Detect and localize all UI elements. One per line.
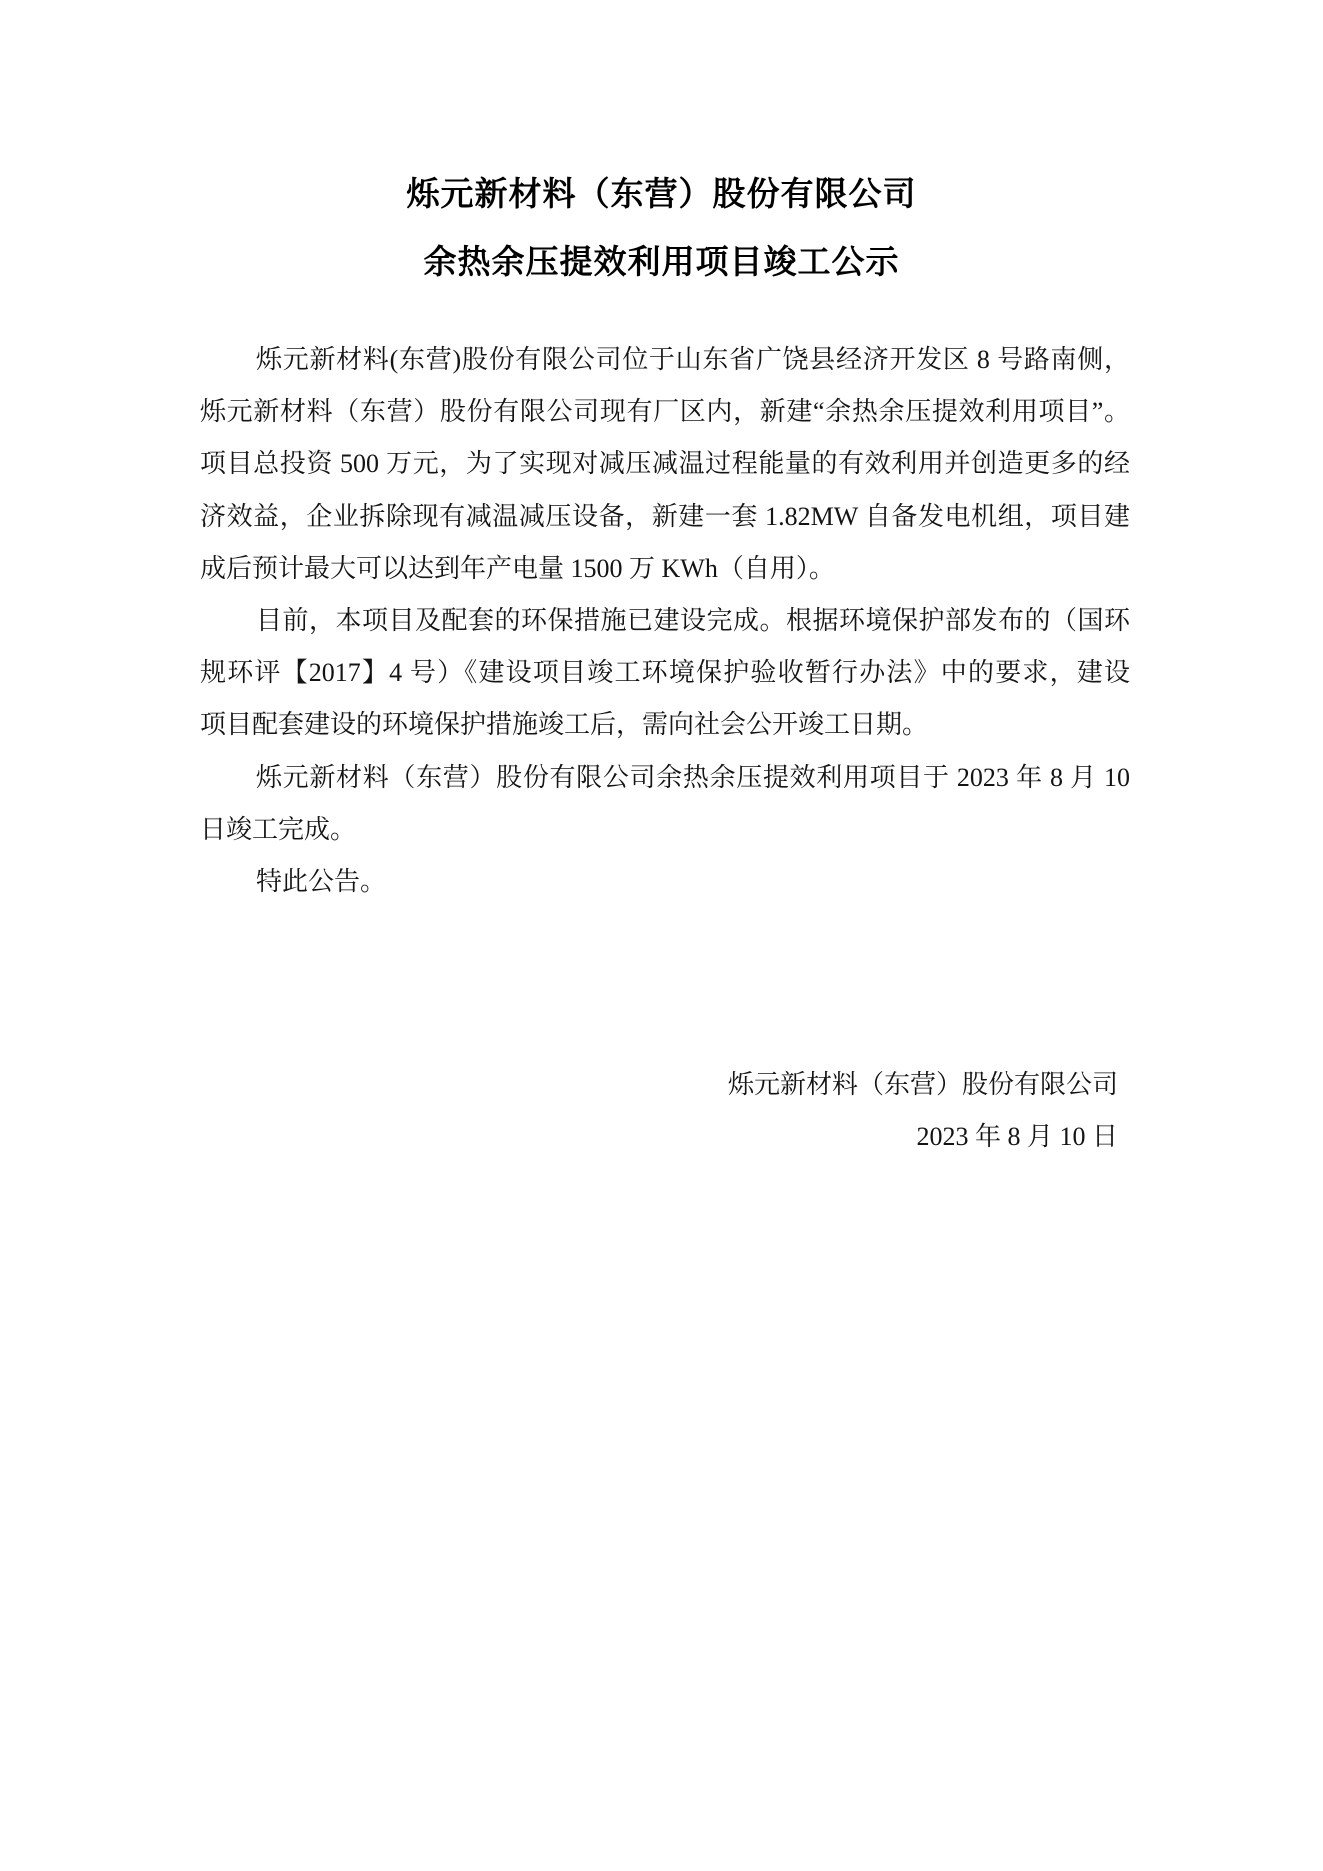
body-line: 项目配套建设的环境保护措施竣工后，需向社会公开竣工日期。 — [200, 710, 929, 740]
body-line: 成后预计最大可以达到年产电量 1500 万 KWh（自用）。 — [200, 553, 835, 583]
document-title-subject: 余热余压提效利用项目竣工公示 — [423, 245, 900, 281]
body-line: 规环评【2017】4 号）《建设项目竣工环境保护验收暂行办法》中的要求，建设 — [200, 658, 1130, 688]
body-line: 目前，本项目及配套的环保措施已建设完成。根据环境保护部发布的（国环 — [256, 605, 1130, 635]
signature-block — [200, 1059, 1130, 1163]
body-line: 特此公告。 — [256, 866, 387, 896]
signature-company: 烁元新材料（东营）股份有限公司 — [727, 1070, 1118, 1099]
body-line: 烁元新材料(东营)股份有限公司位于山东省广饶县经济开发区 8 号路南侧， — [256, 345, 1130, 374]
body-line: 项目总投资 500 万元，为了实现对减压减温过程能量的有效利用并创造更多的经 — [200, 449, 1130, 479]
signature-date: 2023 年 8 月 10 日 — [916, 1122, 1118, 1152]
body-line: 日竣工完成。 — [200, 814, 357, 844]
document-title-company: 烁元新材料（东营）股份有限公司 — [406, 177, 917, 213]
body-line: 烁元新材料（东营）股份有限公司余热余压提效利用项目于 2023 年 8 月 10 — [256, 762, 1130, 792]
body-line: 济效益，企业拆除现有减温减压设备，新建一套 1.82MW 自备发电机组，项目建 — [200, 501, 1130, 531]
body-line: 烁元新材料（东营）股份有限公司现有厂区内，新建“余热余压提效利用项目”。 — [200, 397, 1130, 427]
document-body — [200, 334, 1130, 908]
